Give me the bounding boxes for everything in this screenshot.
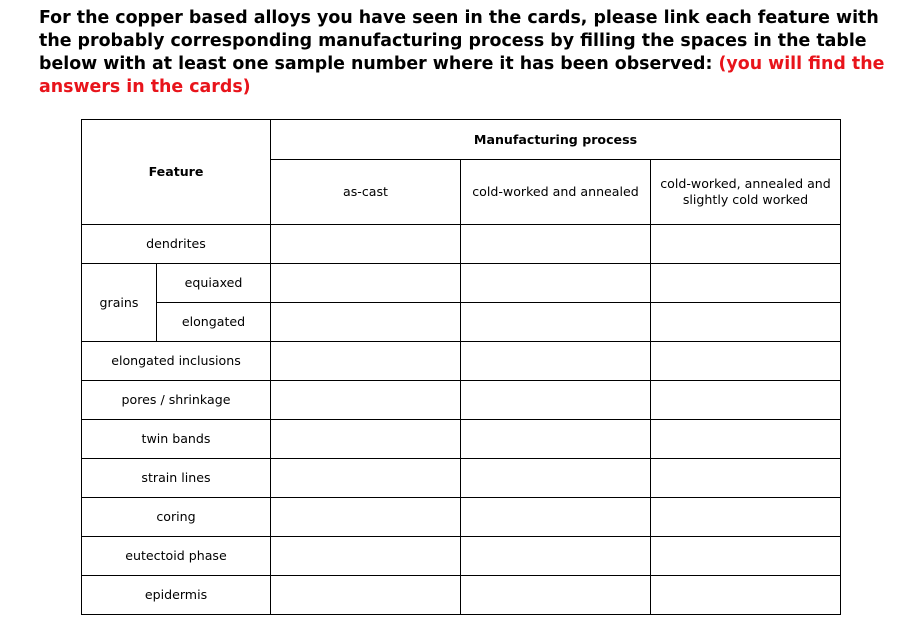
- feature-cell: elongated: [157, 303, 271, 342]
- answer-cell[interactable]: [461, 420, 651, 459]
- answer-cell[interactable]: [651, 459, 841, 498]
- answer-cell[interactable]: [461, 264, 651, 303]
- answer-cell[interactable]: [651, 342, 841, 381]
- answer-cell[interactable]: [461, 381, 651, 420]
- answer-cell[interactable]: [461, 342, 651, 381]
- answer-cell[interactable]: [271, 303, 461, 342]
- instructions-highlight: (you will find the answers in the cards): [39, 54, 885, 97]
- feature-cell: equiaxed: [157, 264, 271, 303]
- feature-cell: epidermis: [82, 576, 271, 615]
- table-row: [82, 498, 841, 537]
- table-row: [82, 381, 841, 420]
- feature-cell: elongated inclusions: [82, 342, 271, 381]
- answer-cell[interactable]: [651, 225, 841, 264]
- table-row: [82, 225, 841, 264]
- answer-cell[interactable]: [651, 264, 841, 303]
- table-row: [82, 537, 841, 576]
- answer-cell[interactable]: [461, 576, 651, 615]
- answer-cell[interactable]: [461, 459, 651, 498]
- feature-cell: twin bands: [82, 420, 271, 459]
- answer-cell[interactable]: [461, 498, 651, 537]
- feature-cell: dendrites: [82, 225, 271, 264]
- answer-cell[interactable]: [271, 342, 461, 381]
- feature-cell: pores / shrinkage: [82, 381, 271, 420]
- feature-group-cell: grains: [82, 264, 157, 342]
- feature-process-table: [81, 119, 841, 615]
- feature-cell: coring: [82, 498, 271, 537]
- instructions: [39, 7, 899, 99]
- table-row: [82, 303, 841, 342]
- answer-cell[interactable]: [651, 420, 841, 459]
- answer-cell[interactable]: [271, 576, 461, 615]
- answer-cell[interactable]: [271, 381, 461, 420]
- answer-cell[interactable]: [271, 420, 461, 459]
- answer-cell[interactable]: [461, 537, 651, 576]
- answer-cell[interactable]: [271, 537, 461, 576]
- feature-header: Feature: [82, 120, 271, 225]
- instructions-text: For the copper based alloys you have seen in the cards, please link each feature with the probably corresponding manufacturing process by filling the spaces in the table below with at least one sample number where it has been observed:: [39, 8, 879, 74]
- answer-cell[interactable]: [651, 576, 841, 615]
- process-as-cast: as-cast: [271, 160, 461, 225]
- answer-cell[interactable]: [271, 498, 461, 537]
- answer-cell[interactable]: [461, 225, 651, 264]
- table-row: [82, 576, 841, 615]
- feature-cell: eutectoid phase: [82, 537, 271, 576]
- answer-cell[interactable]: [461, 303, 651, 342]
- process-cold-worked-annealed: cold-worked and annealed: [461, 160, 651, 225]
- table-row: [82, 459, 841, 498]
- answer-cell[interactable]: [651, 303, 841, 342]
- process-cold-worked-annealed-slightly-cold-worked: cold-worked, annealed and slightly cold worked: [651, 160, 841, 225]
- answer-cell[interactable]: [651, 381, 841, 420]
- process-header: Manufacturing process: [271, 120, 841, 160]
- feature-cell: strain lines: [82, 459, 271, 498]
- answer-cell[interactable]: [271, 459, 461, 498]
- table-row: [82, 264, 841, 303]
- table-row: [82, 342, 841, 381]
- answer-cell[interactable]: [271, 225, 461, 264]
- answer-cell[interactable]: [271, 264, 461, 303]
- answer-cell[interactable]: [651, 498, 841, 537]
- table-row: [82, 420, 841, 459]
- answer-cell[interactable]: [651, 537, 841, 576]
